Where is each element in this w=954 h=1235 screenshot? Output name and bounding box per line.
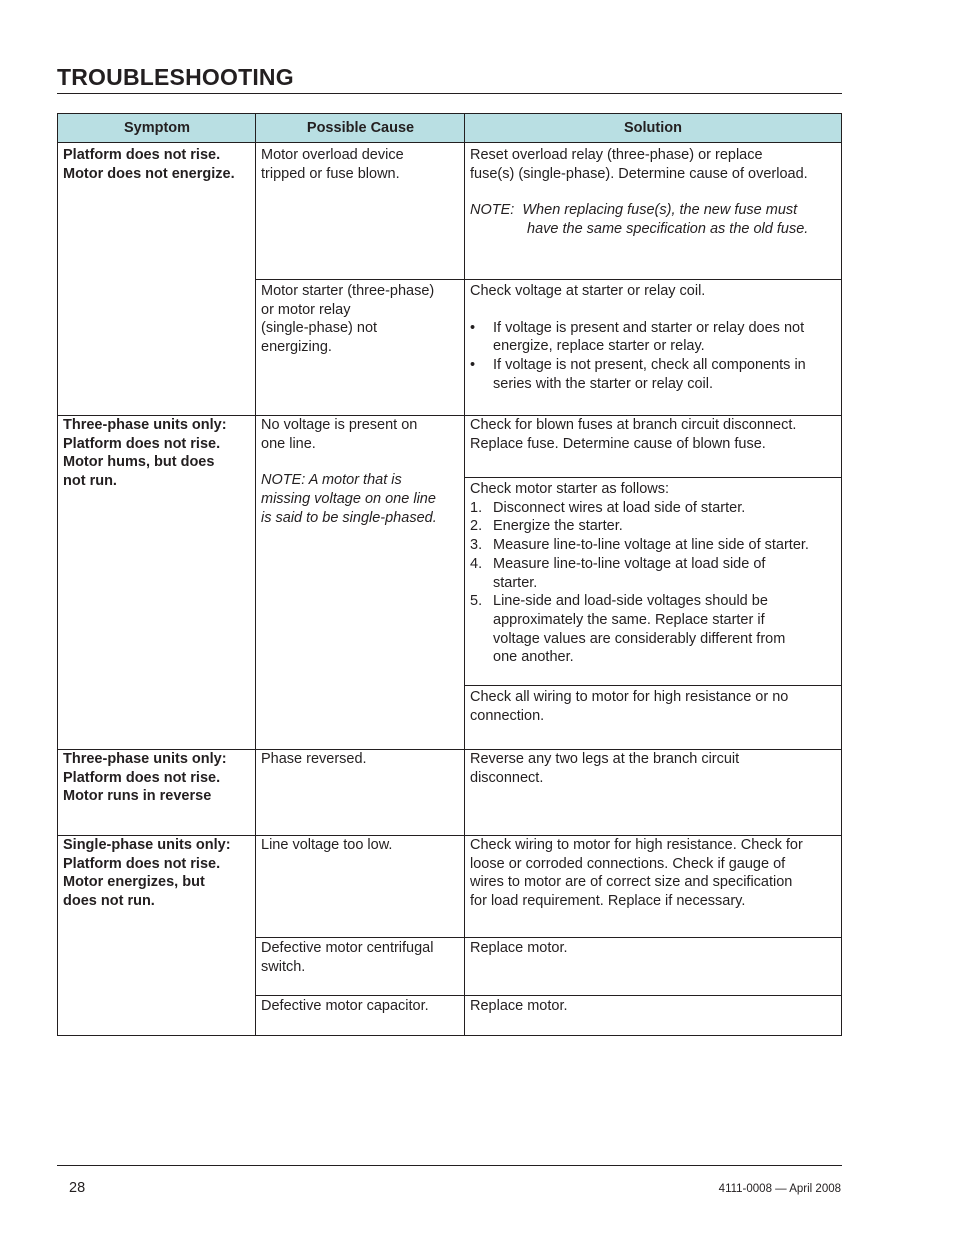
footer-divider (57, 1165, 842, 1166)
solution-cell: Replace motor. (470, 940, 568, 956)
solution-note: NOTE: When replacing fuse(s), the new fuse must have the same specification as the old fuse. (470, 202, 809, 238)
column-header-solution: Solution (465, 114, 841, 143)
numbered-list (470, 499, 840, 667)
cause-cell: Motor overload device tripped or fuse blown. (261, 147, 404, 182)
column-divider (464, 114, 465, 1035)
list-item: 4. Measure line-to-line voltage at load side of starter. (470, 555, 766, 591)
solution-cell: Check all wiring to motor for high resistance or no connection. (470, 689, 789, 724)
list-item: 3. Measure line-to-line voltage at line side of starter. (470, 537, 809, 554)
subrow-divider (256, 995, 841, 996)
solution-cell: Check motor starter as follows: 1. Disconnect wires at load side of starter. 2. Energize the starter. 3. Measure line-to-line voltage at line side of starter. 4. Measure line-to-line voltage at load side of starter. 5. Line-side and load-side voltages should be approximately the same. Replace starter if voltage values are considerably different from one another. (470, 480, 840, 667)
solution-cell: Reset overload relay (three-phase) or replace fuse(s) (single-phase). Determine cause of overload. NOTE: When replacing fuse(s), the new fuse must have the same specification as the old fuse. (470, 146, 840, 239)
column-header-symptom: Symptom (58, 114, 256, 143)
column-divider (255, 114, 256, 1035)
subrow-divider (465, 477, 841, 478)
page-number: 28 (69, 1180, 86, 1196)
cause-cell: Phase reversed. (261, 751, 367, 767)
solution-cell: Check for blown fuses at branch circuit disconnect. Replace fuse. Determine cause of blown fuse. (470, 417, 797, 452)
solution-cell: Replace motor. (470, 998, 568, 1014)
list-item: • If voltage is not present, check all components in series with the starter or relay coil. (470, 356, 840, 393)
document-id: 4111-0008 — April 2008 (718, 1183, 841, 1195)
list-item: 2. Energize the starter. (470, 518, 623, 535)
page-title: TROUBLESHOOTING (57, 64, 294, 90)
symptom-cell: Three-phase units only: Platform does not rise. Motor hums, but does not run. (63, 417, 227, 490)
symptom-cell: Three-phase units only: Platform does not rise. Motor runs in reverse (63, 751, 227, 805)
symptom-cell: Single-phase units only: Platform does not rise. Motor energizes, but does not run. (63, 837, 231, 910)
subrow-divider (256, 937, 841, 938)
list-item: 1. Disconnect wires at load side of starter. (470, 499, 746, 516)
cause-cell: Motor starter (three-phase) or motor relay (single-phase) not energizing. (261, 283, 435, 356)
list-item: 5. Line-side and load-side voltages should be approximately the same. Replace starter if voltage values are considerably different from one another. (470, 593, 786, 666)
column-header-possible-cause: Possible Cause (256, 114, 465, 143)
solution-cell: Check voltage at starter or relay coil. • If voltage is present and starter or relay does not energize, replace starter or relay. • If voltage is not present, check all components in series with the starter or relay coil. (470, 282, 840, 394)
cause-cell: Defective motor centrifugal switch. (261, 940, 434, 975)
solution-cell: Check wiring to motor for high resistance. Check for loose or corroded connections. Check if gauge of wires to motor are of correct size and specification for load requirement. Replace if necessary. (470, 837, 803, 910)
list-item: • If voltage is present and starter or relay does not energize, replace starter or relay. (470, 319, 840, 356)
subrow-divider (256, 279, 841, 280)
bullet-list (470, 319, 840, 394)
cause-cell: Defective motor capacitor. (261, 998, 429, 1014)
symptom-cell: Platform does not rise. Motor does not energize. (63, 147, 235, 182)
cause-cell: No voltage is present on one line. NOTE: A motor that is missing voltage on one line is said to be single-phased. (261, 416, 461, 528)
title-divider (57, 93, 842, 94)
troubleshooting-table (57, 113, 842, 1036)
subrow-divider (465, 685, 841, 686)
solution-cell: Reverse any two legs at the branch circuit disconnect. (470, 751, 740, 786)
cause-cell: Line voltage too low. (261, 837, 393, 853)
cause-note: NOTE: A motor that is missing voltage on one line is said to be single-phased. (261, 472, 437, 526)
